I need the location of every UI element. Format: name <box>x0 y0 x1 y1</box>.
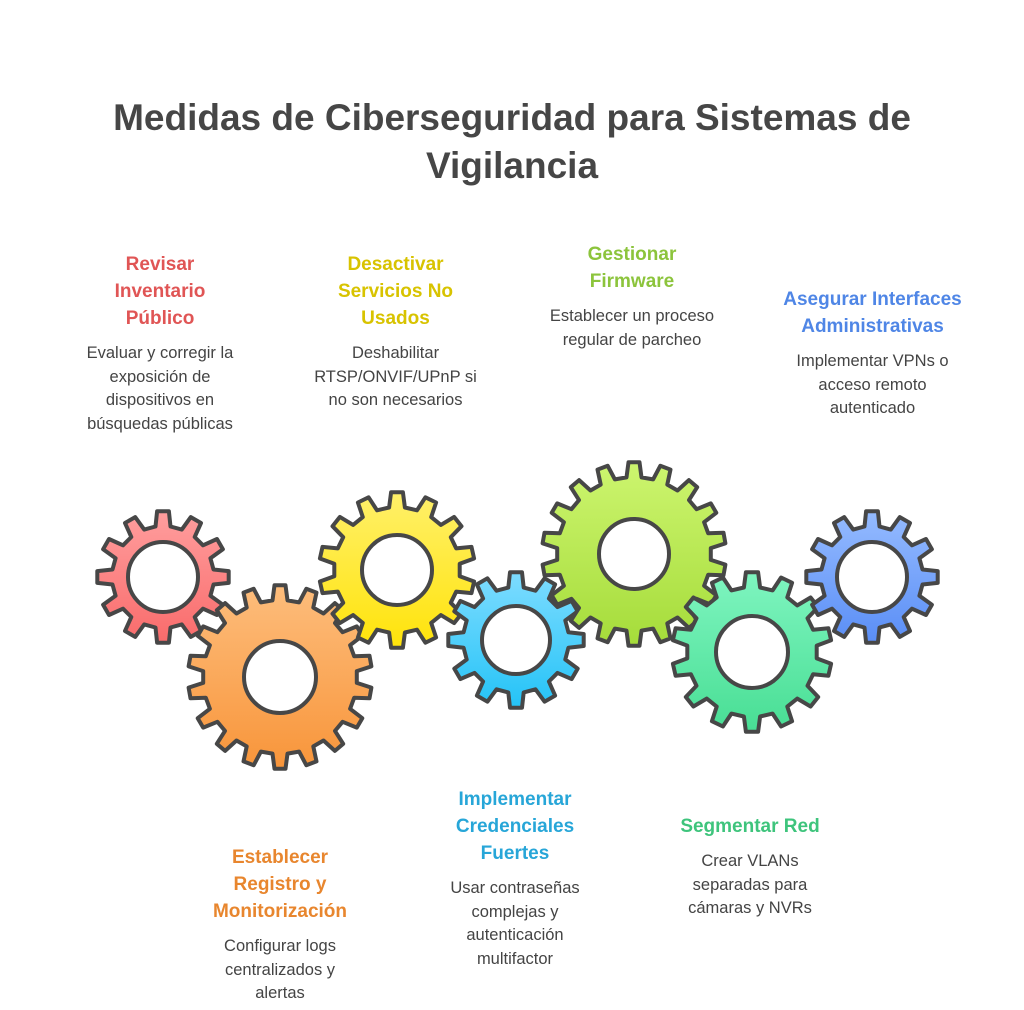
step-segmentar-red <box>655 813 845 921</box>
step-heading: Asegurar Interfaces Administrativas <box>783 289 962 337</box>
step-credenciales-fuertes <box>420 786 610 971</box>
step-text: Crear VLANs separadas para cámaras y NVRs <box>688 852 812 917</box>
step-gestionar-firmware <box>537 241 727 352</box>
step-revisar-inventario <box>60 251 260 436</box>
step-text: Configurar logs centralizados y alertas <box>224 937 336 1002</box>
step-text: Establecer un proceso regular de parcheo <box>549 307 715 349</box>
step-interfaces-administrativas <box>775 286 970 421</box>
step-desactivar-servicios <box>298 251 493 413</box>
step-heading: Establecer Registro y Monitorización <box>212 847 348 922</box>
step-heading: Desactivar Servicios No Usados <box>337 254 454 329</box>
gear-yellow-icon <box>320 492 474 648</box>
gear-red-icon <box>97 511 228 642</box>
step-registro-monitorizacion <box>185 844 375 1006</box>
step-heading: Revisar Inventario Público <box>114 254 206 329</box>
step-text: Evaluar y corregir la exposición de dispositivos en búsquedas públicas <box>86 344 234 433</box>
step-heading: Gestionar Firmware <box>587 244 677 292</box>
step-heading: Segmentar Red <box>680 816 820 837</box>
gear-blue-icon <box>806 511 937 642</box>
step-text: Deshabilitar RTSP/ONVIF/UPnP si no son necesarios <box>314 344 477 409</box>
step-text: Usar contraseñas complejas y autenticación multifactor <box>450 879 580 968</box>
page-title: Medidas de Ciberseguridad para Sistemas de Vigilancia <box>113 97 911 186</box>
step-heading: Implementar Credenciales Fuertes <box>455 789 575 864</box>
step-text: Implementar VPNs o acceso remoto autenticado <box>796 352 949 417</box>
